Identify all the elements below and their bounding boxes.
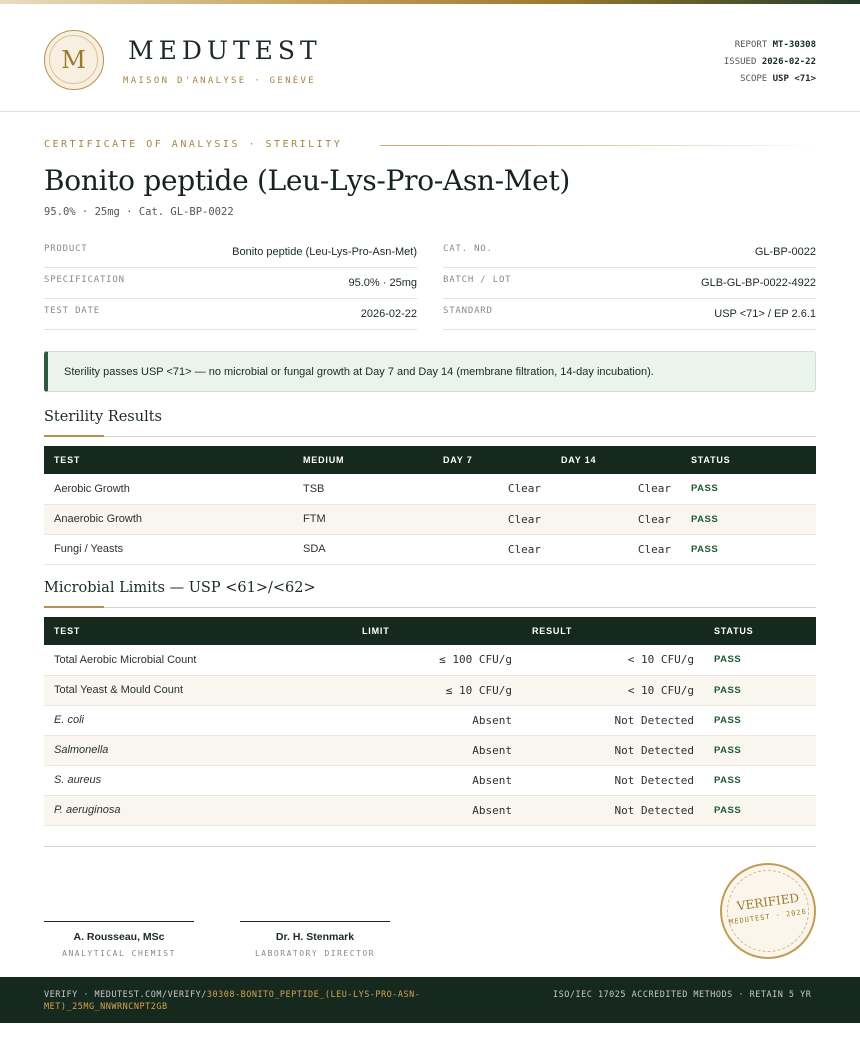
test-name: Aerobic Growth [44,474,293,504]
test-name: E. coli [44,705,352,735]
result: < 10 CFU/g [522,675,704,705]
logo-monogram: M [49,35,98,84]
table-row [44,534,816,564]
page-subtitle: 95.0% · 25mg · Cat. GL-BP-0022 [44,206,234,218]
info-row-batch-lot [443,268,816,299]
verify-link[interactable]: 30308-BONITO_PEPTIDE_(LEU-LYS-PRO-ASN-MET)_25MG_NNWRNCNPT2GB [44,990,421,1012]
section-accent [44,606,104,608]
scope-label: SCOPE [740,74,768,84]
section-accent [44,435,104,437]
limit: Absent [352,765,522,795]
status-badge: PASS [681,534,816,564]
table-row [44,504,816,534]
col-day14: DAY 14 [551,446,681,474]
info-row-test-date [44,299,417,330]
medium: TSB [293,474,433,504]
result: < 10 CFU/g [522,645,704,675]
status-badge: PASS [704,675,816,705]
report-number: MT-30308 [772,40,816,50]
signature-line [240,921,390,922]
limit: ≤ 100 CFU/g [352,645,522,675]
table-row [44,645,816,675]
microbial-limits-table [44,617,816,826]
test-name: Total Yeast & Mould Count [44,675,352,705]
info-row-specification [44,268,417,299]
status-badge: PASS [704,705,816,735]
page-footer [0,977,860,1023]
report-meta [724,37,816,88]
report-header [0,4,860,112]
result: Not Detected [522,735,704,765]
signature-divider [44,846,816,847]
table-row [44,705,816,735]
sterility-pass-notice [44,351,816,392]
col-limit: LIMIT [352,617,522,645]
test-name: S. aureus [44,765,352,795]
col-result: RESULT [522,617,704,645]
scope-value: USP <71> [772,74,816,84]
info-row-product [44,237,417,268]
signature-chemist [44,921,194,958]
info-row-cat-no [443,237,816,268]
brand-name: MEDUTEST [128,36,322,65]
info-label: CAT. NO. [443,244,493,254]
col-test: TEST [44,446,293,474]
day14-result: Clear [551,474,681,504]
table-header-row [44,617,816,645]
table-row [44,474,816,504]
report-label: REPORT [734,40,768,50]
seal-text: VERIFIED [736,890,800,914]
day14-result: Clear [551,504,681,534]
limit: ≤ 10 CFU/g [352,675,522,705]
section-divider [44,436,816,437]
status-badge: PASS [704,795,816,825]
verify-text [44,989,464,1013]
info-label: TEST DATE [44,306,100,316]
brand-tagline: MAISON D'ANALYSE · GENÈVE [123,76,316,86]
day7-result: Clear [433,504,551,534]
info-label: SPECIFICATION [44,275,125,285]
table-row [44,795,816,825]
product-info-left [44,237,417,330]
notice-text: Sterility passes USP <71> — no microbial or fungal growth at Day 7 and Day 14 (membrane filtration, 14-day incubation). [64,365,654,378]
result: Not Detected [522,765,704,795]
info-value: GLB-GL-BP-0022-4922 [701,277,816,289]
verify-prefix: VERIFY · MEDUTEST.COM/VERIFY/ [44,990,207,1000]
sterility-section-title: Sterility Results [44,409,162,425]
status-badge: PASS [681,504,816,534]
test-name: Total Aerobic Microbial Count [44,645,352,675]
result: Not Detected [522,795,704,825]
issued-label: ISSUED [723,57,757,67]
test-name: Salmonella [44,735,352,765]
status-badge: PASS [704,645,816,675]
table-row [44,765,816,795]
col-medium: MEDIUM [293,446,433,474]
status-badge: PASS [704,765,816,795]
brand-logo [44,30,104,90]
sterility-table [44,446,816,565]
signature-line [44,921,194,922]
day14-result: Clear [551,534,681,564]
result: Not Detected [522,705,704,735]
certificate-kicker: CERTIFICATE OF ANALYSIS · STERILITY [44,139,343,150]
info-row-standard [443,299,816,330]
info-value: Bonito peptide (Leu-Lys-Pro-Asn-Met) [232,246,417,258]
test-name: Fungi / Yeasts [44,534,293,564]
signature-director [240,921,390,958]
info-label: BATCH / LOT [443,275,512,285]
info-value: GL-BP-0022 [754,246,816,258]
signatory-role: LABORATORY DIRECTOR [254,949,375,958]
verified-seal [720,863,816,959]
microbial-section-title: Microbial Limits — USP <61>/<62> [44,580,316,596]
page-title: Bonito peptide (Leu-Lys-Pro-Asn-Met) [44,164,571,197]
seal-subtext: MEDUTEST · 2026 [728,907,808,927]
day7-result: Clear [433,534,551,564]
accreditation-text: ISO/IEC 17025 ACCREDITED METHODS · RETAIN 5 YR [553,990,812,1000]
medium: FTM [293,504,433,534]
signatory-name: A. Rousseau, MSc [73,931,165,943]
product-info-right [443,237,816,330]
col-test: TEST [44,617,352,645]
info-value: 2026-02-22 [360,308,417,320]
col-status: STATUS [681,446,816,474]
info-value: USP <71> / EP 2.6.1 [714,308,816,320]
info-value: 95.0% · 25mg [348,277,417,289]
issued-date: 2026-02-22 [761,57,816,67]
section-divider [44,607,816,608]
test-name: P. aeruginosa [44,795,352,825]
day7-result: Clear [433,474,551,504]
test-name: Anaerobic Growth [44,504,293,534]
table-header-row [44,446,816,474]
table-row [44,735,816,765]
status-badge: PASS [704,735,816,765]
limit: Absent [352,795,522,825]
signatory-role: ANALYTICAL CHEMIST [62,949,176,958]
limit: Absent [352,705,522,735]
signatory-name: Dr. H. Stenmark [275,931,355,943]
limit: Absent [352,735,522,765]
medium: SDA [293,534,433,564]
col-status: STATUS [704,617,816,645]
kicker-divider [380,145,816,146]
info-label: STANDARD [443,306,493,316]
col-day7: DAY 7 [433,446,551,474]
info-label: PRODUCT [44,244,88,254]
table-row [44,675,816,705]
status-badge: PASS [681,474,816,504]
